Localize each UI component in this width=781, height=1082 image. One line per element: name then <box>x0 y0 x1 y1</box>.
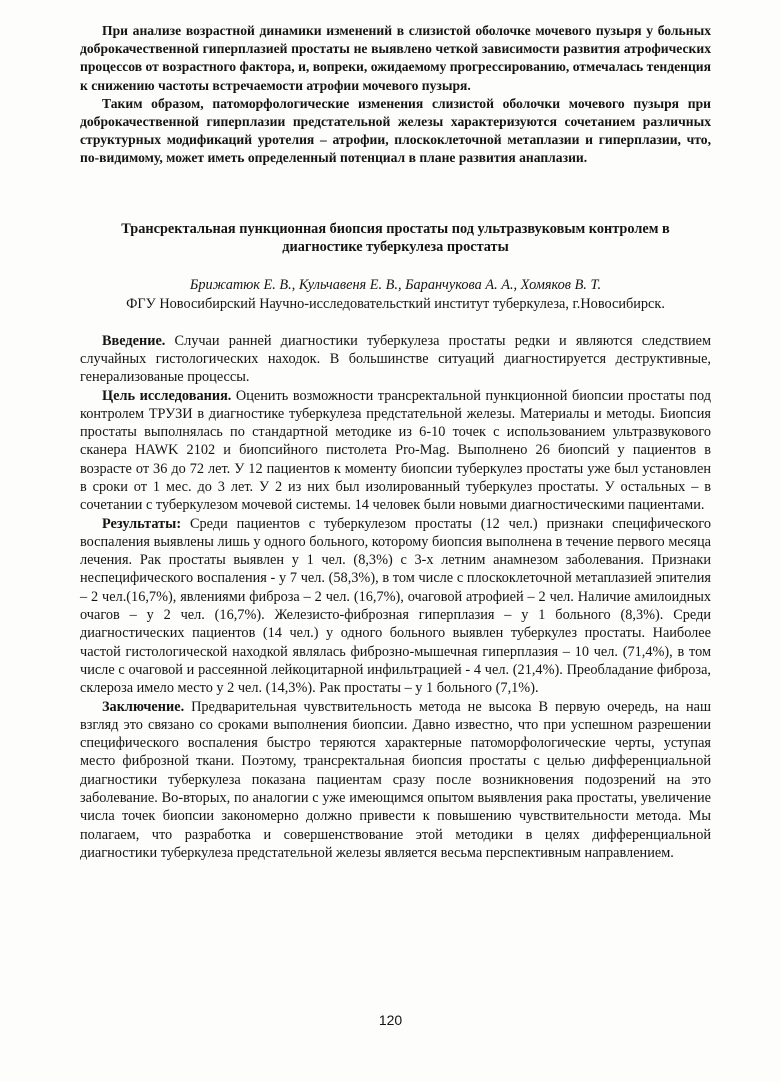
article-affiliation: ФГУ Новосибирский Научно-исследовательсткий институт туберкулеза, г.Новосибирск. <box>126 295 665 312</box>
article-authors: Брижатюк Е. В., Кульчавеня Е. В., Баранчукова А. А., Хомяков В. Т. <box>189 276 602 293</box>
aim-text: Оценить возможности трансректальной пункционной биопсии простаты под контролем ТРУЗИ в диагностике туберкулеза предстательной железы. Материалы и методы. Биопсия простаты выполнялась по стандартной методике из 6-10 точек с использованием ультразвукового сканера HAWK 2102 и биопсийного пистолета Pro-Mag. Выполнено 26 биопсий у пациентов в возрасте от 36 до 72 лет. У 12 пациентов к моменту биопсии туберкулез простаты уже был установлен в сроки от 1 мес. до 3 лет. У 2 из них был изолированный туберкулез простаты. У остальных – в сочетании с туберкулезом мочевой системы. 14 человек были новыми диагностическими пациентами. <box>80 387 711 514</box>
introduction-text: Случаи ранней диагностики туберкулеза простаты редки и являются следствием случайных гистологических находок. В большинстве ситуаций диагностируется деструктивные, генерализованые процессы. <box>80 332 711 386</box>
previous-article-ending <box>80 22 711 168</box>
results-heading: Результаты: <box>102 515 182 532</box>
conclusion-text: Предварительная чувствительность метода не высока В первую очередь, на наш взгляд это связано со сроками выполнения биопсии. Давно известно, что при успешном разрешении специфического воспаления быстро теряются характерные патоморфологические черты, уступая место фиброзной ткани. Поэтому, трансректальная биопсия простаты с целью дифференциальной диагностики туберкулеза показана пациентам сразу после возникновения подозрений на это заболевание. Во-вторых, по аналогии с уже имеющимся опытом выявления рака простаты, увеличение числа точек биопсии закономерно должно привести к повышению чувствительности метода. Мы полагаем, что разработка и совершенствование этой методики в целях дифференциальной диагностики туберкулеза предстательной железы является весьма перспективным направлением. <box>80 698 711 861</box>
introduction-heading: Введение. <box>102 332 166 349</box>
section-introduction <box>80 332 711 387</box>
paragraph-atrophy-dynamics: При анализе возрастной динамики изменений в слизистой оболочке мочевого пузыря у больных доброкачественной гиперплазией простаты не выявлено четкой зависимости развития атрофических процессов от возрастного фактора, и, вопреки, ожидаемому прогрессированию, отмечалась тенденция к снижению частоты встречаемости атрофии мочевого пузыря. <box>80 23 711 93</box>
aim-heading: Цель исследования. <box>102 387 232 404</box>
article-title: Трансректальная пункционная биопсия простаты под ультразвуковым контролем в диагностике туберкулеза простаты <box>121 220 670 256</box>
results-text: Среди пациентов с туберкулезом простаты (12 чел.) признаки специфического воспаления выявлены лишь у одного больного, которому биопсия выполнена в течение первого месяца лечения. Рак простаты выявлен у 1 чел. (8,3%) с 3-х летним анамнезом заболевания. Признаки неспецифического воспаления - у 7 чел. (58,3%), в том числе с плоскоклеточной метаплазией эпителия – 2 чел.(16,7%), явлениями фиброза – 2 чел. (16,7%), очаговой атрофией – 2 чел. Наличие амилоидных очагов – у 2 чел. (16,7%). Железисто-фиброзная гиперплазия – у 1 больного (8,3%). Среди диагностических пациентов (14 чел.) у одного больного выявлен туберкулез простаты. Наиболее частой гистологической находкой являлась фиброзно-мышечная гиперплазия – 10 чел. (71,4%), в том числе с очаговой и рассеянной лейкоцитарной инфильтрацией - 4 чел. (21,4%). Преобладание фиброза, склероза имело место у 2 чел. (14,3%). Рак простаты – у 1 больного (7,1%). <box>80 515 711 697</box>
paragraph-conclusion-summary: Таким образом, патоморфологические изменения слизистой оболочки мочевого пузыря при доброкачественной гиперплазии предстательной железы характеризуются сочетанием различных структурных модификаций уротелия – атрофии, плоскоклеточной метаплазии и гиперплазии, что, по-видимому, может иметь определенный потенциал в плане развития анаплазии. <box>80 95 711 166</box>
conclusion-heading: Заключение. <box>102 698 185 715</box>
article-body <box>80 332 711 863</box>
section-aim <box>80 387 711 515</box>
section-conclusion <box>80 698 711 863</box>
page-number: 120 <box>378 1012 403 1028</box>
section-results <box>80 515 711 698</box>
